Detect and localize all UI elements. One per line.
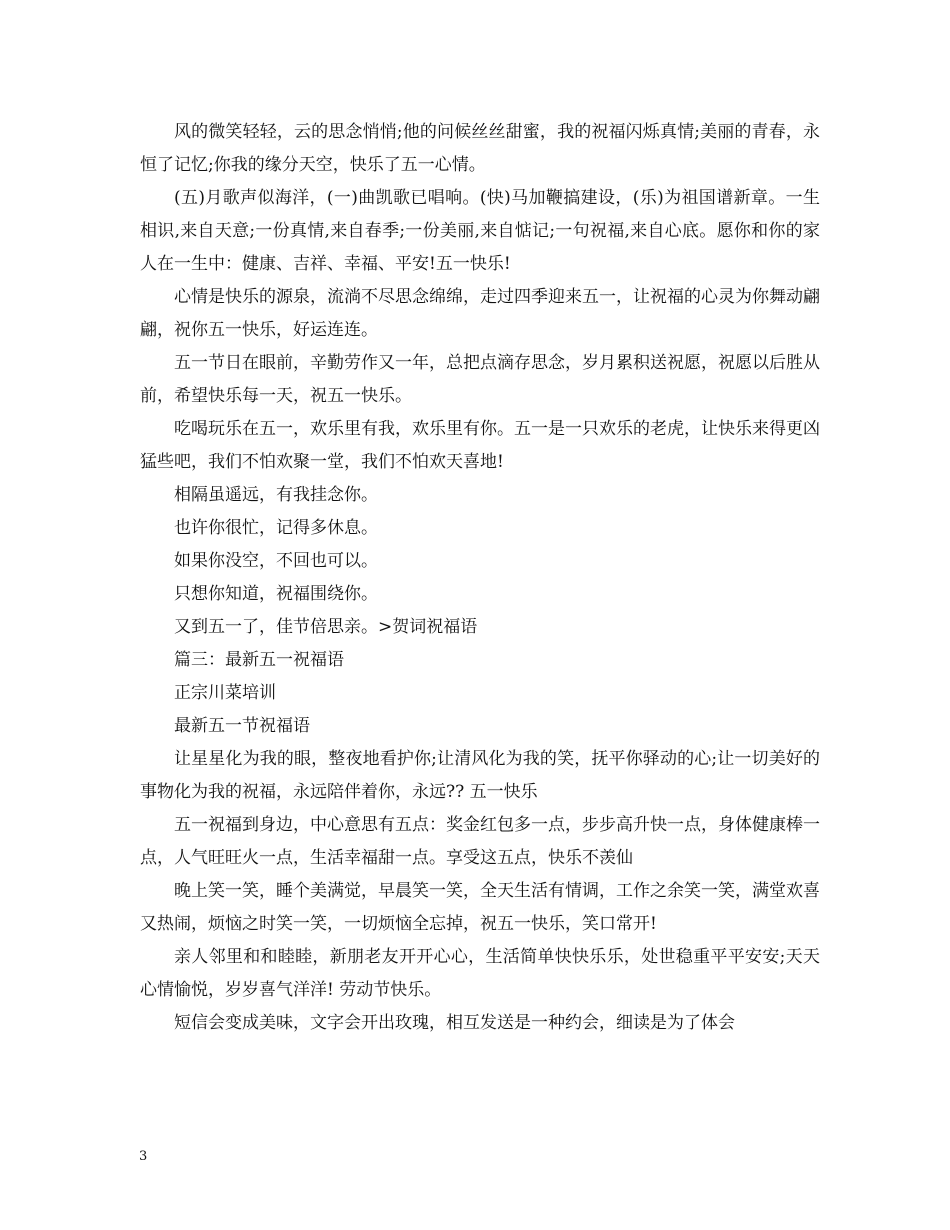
- document-body: [140, 116, 820, 1040]
- paragraph-10: 又到五一了，佳节倍思亲。>贺词祝福语: [174, 617, 478, 637]
- paragraph-2: (五)月歌声似海洋，(一)曲凯歌已唱响。(快)马加鞭搞建设，(乐)为祖国谱新章。一生相识,来自天意;一份真情,来自春季;一份美丽,来自惦记;一句祝福,来自心底。愿你和你的家人在一生中：健康、吉祥、幸福、平安!五一快乐!: [140, 188, 820, 274]
- paragraph-4: 五一节日在眼前，辛勤劳作又一年，总把点滴存思念，岁月累积送祝愿，祝愿以后胜从前，希望快乐每一天，祝五一快乐。: [140, 353, 820, 406]
- section-title: 篇三：最新五一祝福语: [174, 650, 344, 670]
- page-number: 3: [139, 1149, 148, 1164]
- paragraph-11: 让星星化为我的眼，整夜地看护你;让清风化为我的笑，抚平你驿动的心;让一切美好的事物化为我的祝福，永远陪伴着你，永远?? 五一快乐: [140, 749, 820, 802]
- paragraph-3: 心情是快乐的源泉，流淌不尽思念绵绵，走过四季迎来五一，让祝福的心灵为你舞动翩翩，祝你五一快乐，好运连连。: [140, 287, 820, 340]
- paragraph-7: 也许你很忙，记得多休息。: [174, 518, 378, 538]
- subtitle-greetings: 最新五一节祝福语: [174, 716, 310, 736]
- paragraph-6: 相隔虽遥远，有我挂念你。: [174, 485, 378, 505]
- paragraph-15: 短信会变成美味，文字会开出玫瑰，相互发送是一种约会，细读是为了体会: [174, 1013, 735, 1033]
- paragraph-12: 五一祝福到身边，中心意思有五点：奖金红包多一点，步步高升快一点，身体健康棒一点，人气旺旺火一点，生活幸福甜一点。享受这五点，快乐不羡仙: [140, 815, 820, 868]
- paragraph-8: 如果你没空，不回也可以。: [174, 551, 378, 571]
- subtitle-training: 正宗川菜培训: [174, 683, 276, 703]
- paragraph-9: 只想你知道，祝福围绕你。: [174, 584, 378, 604]
- paragraph-14: 亲人邻里和和睦睦，新朋老友开开心心，生活简单快快乐乐，处世稳重平平安安;天天心情愉悦，岁岁喜气洋洋! 劳动节快乐。: [140, 947, 820, 1000]
- paragraph-13: 晚上笑一笑，睡个美满觉，早晨笑一笑，全天生活有情调，工作之余笑一笑，满堂欢喜又热闹，烦恼之时笑一笑，一切烦恼全忘掉，祝五一快乐，笑口常开!: [140, 881, 820, 934]
- paragraph-5: 吃喝玩乐在五一，欢乐里有我，欢乐里有你。五一是一只欢乐的老虎，让快乐来得更凶猛些吧，我们不怕欢聚一堂，我们不怕欢天喜地!: [140, 419, 820, 472]
- paragraph-1: 风的微笑轻轻，云的思念悄悄;他的问候丝丝甜蜜，我的祝福闪烁真情;美丽的青春，永恒了记忆;你我的缘分天空，快乐了五一心情。: [140, 122, 820, 175]
